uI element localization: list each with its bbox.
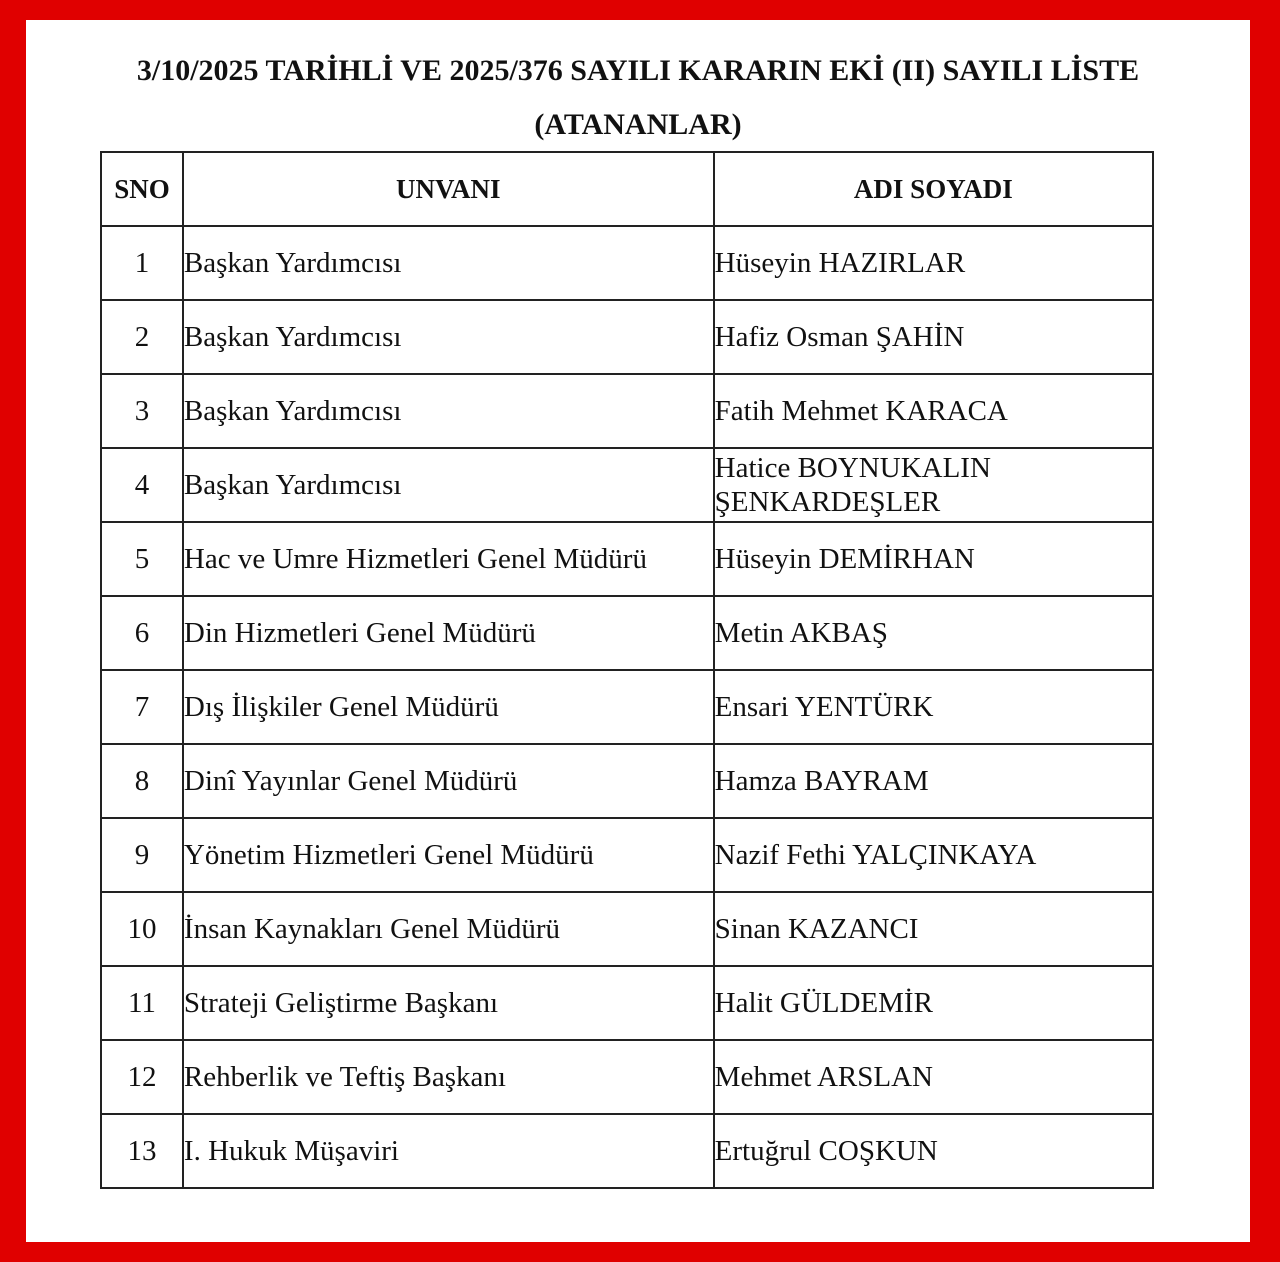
row-adi-soyadi: Mehmet ARSLAN — [714, 1040, 1153, 1114]
row-adi-soyadi: Hatice BOYNUKALIN ŞENKARDEŞLER — [714, 448, 1153, 522]
row-unvan: Başkan Yardımcısı — [183, 226, 714, 300]
document-sheet — [26, 20, 1250, 1242]
row-unvan: Din Hizmetleri Genel Müdürü — [183, 596, 714, 670]
row-sno: 5 — [101, 522, 183, 596]
table-row — [101, 670, 1153, 744]
row-sno: 6 — [101, 596, 183, 670]
table-row — [101, 522, 1153, 596]
row-adi-soyadi: Hüseyin DEMİRHAN — [714, 522, 1153, 596]
table-row — [101, 374, 1153, 448]
row-unvan: İnsan Kaynakları Genel Müdürü — [183, 892, 714, 966]
header-adi-soyadi: ADI SOYADI — [714, 152, 1153, 226]
row-adi-soyadi: Ertuğrul COŞKUN — [714, 1114, 1153, 1188]
row-sno: 11 — [101, 966, 183, 1040]
table-row — [101, 1040, 1153, 1114]
table-row — [101, 226, 1153, 300]
row-adi-soyadi: Fatih Mehmet KARACA — [714, 374, 1153, 448]
row-unvan: Başkan Yardımcısı — [183, 448, 714, 522]
row-sno: 4 — [101, 448, 183, 522]
row-sno: 3 — [101, 374, 183, 448]
table-header-row — [101, 152, 1153, 226]
row-unvan: Dinî Yayınlar Genel Müdürü — [183, 744, 714, 818]
row-sno: 1 — [101, 226, 183, 300]
row-unvan: Başkan Yardımcısı — [183, 300, 714, 374]
table-row — [101, 300, 1153, 374]
table-row — [101, 744, 1153, 818]
table-row — [101, 596, 1153, 670]
row-sno: 2 — [101, 300, 183, 374]
row-adi-soyadi: Ensari YENTÜRK — [714, 670, 1153, 744]
row-unvan: I. Hukuk Müşaviri — [183, 1114, 714, 1188]
row-unvan: Yönetim Hizmetleri Genel Müdürü — [183, 818, 714, 892]
row-unvan: Dış İlişkiler Genel Müdürü — [183, 670, 714, 744]
table-row — [101, 892, 1153, 966]
row-adi-soyadi: Halit GÜLDEMİR — [714, 966, 1153, 1040]
row-sno: 12 — [101, 1040, 183, 1114]
row-sno: 9 — [101, 818, 183, 892]
table-row — [101, 818, 1153, 892]
table-row — [101, 448, 1153, 522]
header-sno: SNO — [101, 152, 183, 226]
title-line-2: (ATANANLAR) — [534, 108, 742, 141]
header-unvan: UNVANI — [183, 152, 714, 226]
row-sno: 13 — [101, 1114, 183, 1188]
row-sno: 7 — [101, 670, 183, 744]
row-adi-soyadi: Nazif Fethi YALÇINKAYA — [714, 818, 1153, 892]
row-adi-soyadi: Hafiz Osman ŞAHİN — [714, 300, 1153, 374]
row-sno: 8 — [101, 744, 183, 818]
row-unvan: Rehberlik ve Teftiş Başkanı — [183, 1040, 714, 1114]
row-adi-soyadi: Hamza BAYRAM — [714, 744, 1153, 818]
row-unvan: Hac ve Umre Hizmetleri Genel Müdürü — [183, 522, 714, 596]
table-row — [101, 1114, 1153, 1188]
table-row — [101, 966, 1153, 1040]
appointees-table — [100, 151, 1154, 1189]
row-sno: 10 — [101, 892, 183, 966]
row-unvan: Başkan Yardımcısı — [183, 374, 714, 448]
row-adi-soyadi: Hüseyin HAZIRLAR — [714, 226, 1153, 300]
document-title — [0, 44, 1276, 152]
row-adi-soyadi: Sinan KAZANCI — [714, 892, 1153, 966]
row-unvan: Strateji Geliştirme Başkanı — [183, 966, 714, 1040]
title-line-1: 3/10/2025 TARİHLİ VE 2025/376 SAYILI KARARIN EKİ (II) SAYILI LİSTE — [136, 54, 1140, 87]
row-adi-soyadi: Metin AKBAŞ — [714, 596, 1153, 670]
